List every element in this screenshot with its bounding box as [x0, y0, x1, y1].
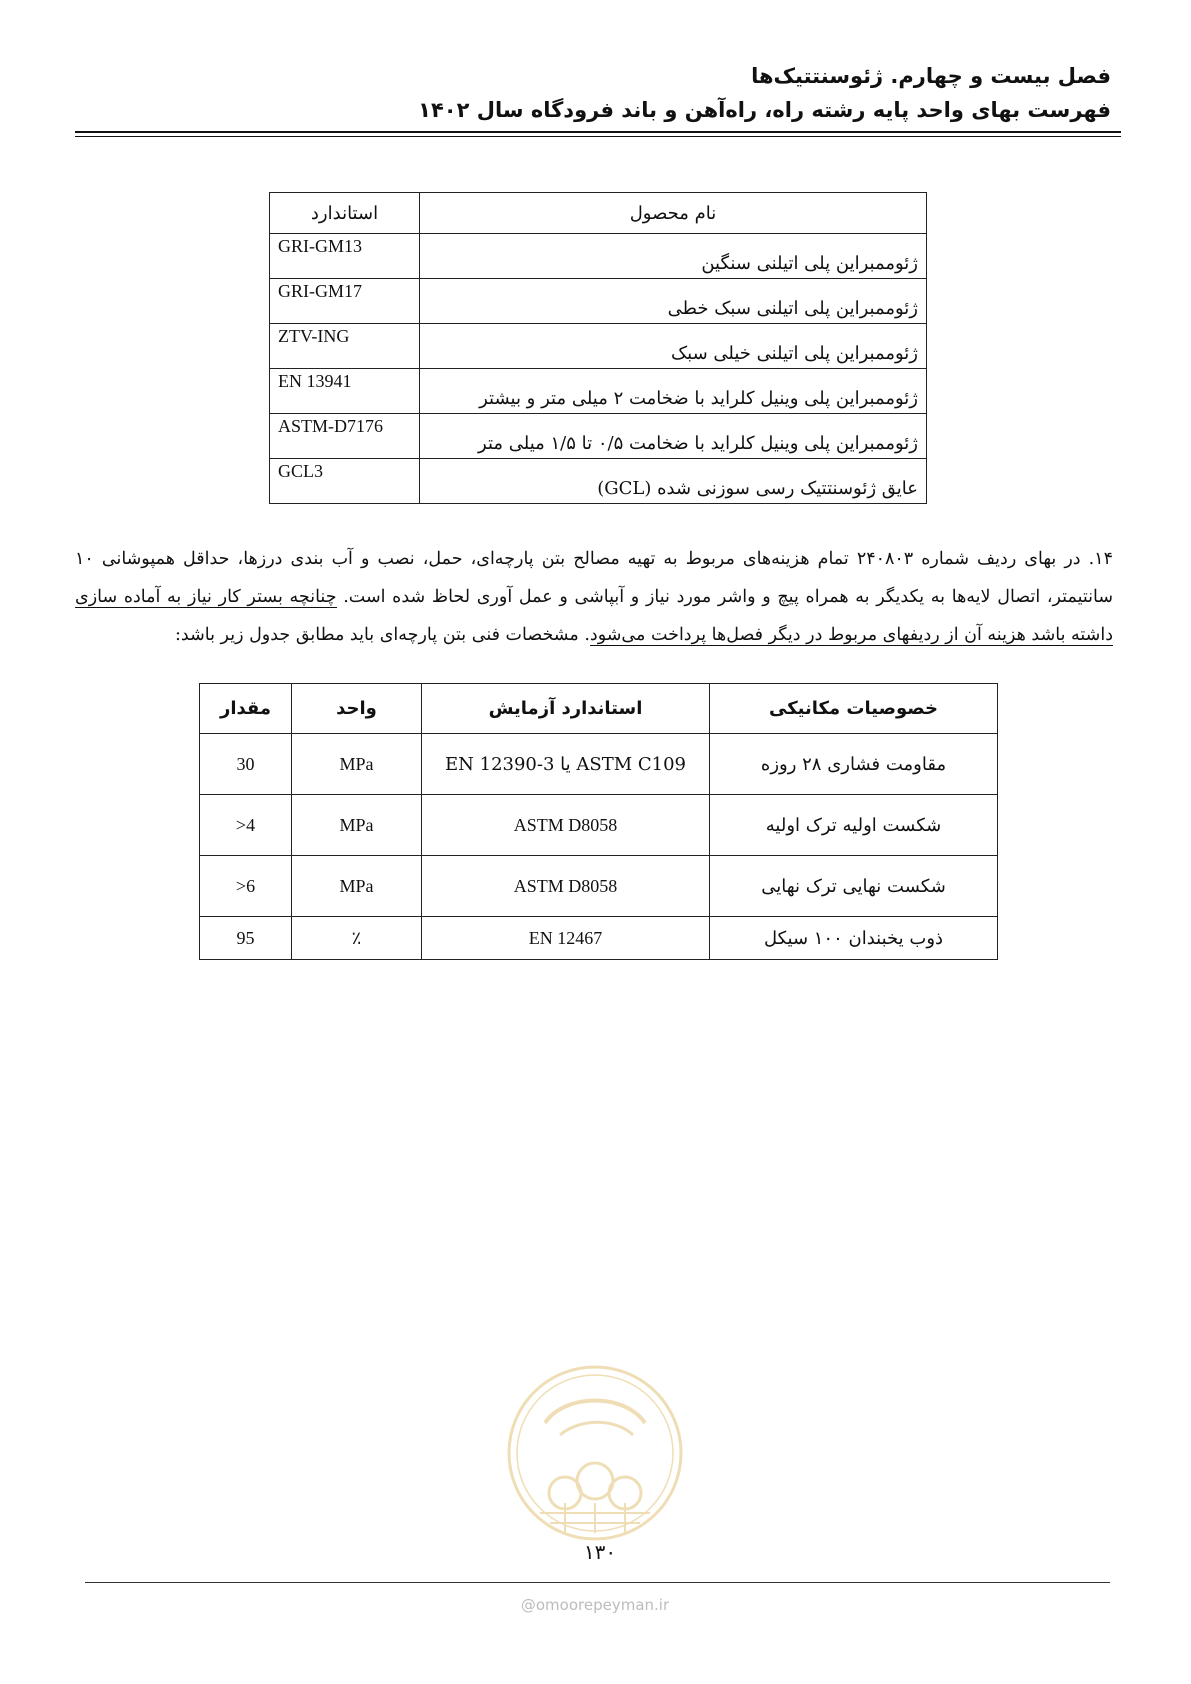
test-standard-cell: ASTM C109 یا EN 12390-3	[422, 734, 710, 795]
product-name-cell: ژئوممبراین پلی وینیل کلراید با ضخامت ۲ میلی متر و بیشتر	[420, 369, 927, 414]
column-header-product-name: نام محصول	[420, 193, 927, 234]
table-row	[270, 414, 927, 459]
table-row	[270, 324, 927, 369]
value-cell: 30	[200, 734, 292, 795]
table-row	[200, 734, 998, 795]
price-list-title: فهرست بهای واحد پایه رشته راه، راه‌آهن و باند فرودگاه سال ۱۴۰۲	[418, 98, 1111, 122]
value-cell: >4	[200, 795, 292, 856]
test-standard-cell: EN 12467	[422, 917, 710, 960]
product-name-cell: ژئوممبراین پلی وینیل کلراید با ضخامت ۰/۵ تا ۱/۵ میلی متر	[420, 414, 927, 459]
table-row	[270, 279, 927, 324]
clause-14-paragraph	[75, 540, 1113, 654]
property-cell: شکست اولیه ترک اولیه	[710, 795, 998, 856]
standard-cell: ZTV-ING	[270, 324, 420, 369]
table-row	[270, 459, 927, 504]
table-row	[270, 234, 927, 279]
unit-cell: ٪	[292, 917, 422, 960]
column-header-unit: واحد	[292, 684, 422, 734]
table-header-row	[200, 684, 998, 734]
mechanical-properties-table	[199, 683, 998, 960]
watermark-seal-icon	[505, 1363, 685, 1543]
standard-cell: GCL3	[270, 459, 420, 504]
standard-cell: GRI-GM17	[270, 279, 420, 324]
watermark-website: @omoorepeyman.ir	[520, 1596, 670, 1614]
value-cell: >6	[200, 856, 292, 917]
product-name-cell: ژئوممبراین پلی اتیلنی سبک خطی	[420, 279, 927, 324]
table-row	[270, 369, 927, 414]
page-number: ۱۳۰	[583, 1540, 617, 1564]
table-header-row	[270, 193, 927, 234]
standard-cell: EN 13941	[270, 369, 420, 414]
paragraph-text-start: ۱۴. در بهای ردیف شماره ۲۴۰۸۰۳ تمام هزینه‌های مربوط به تهیه مصالح بتن پارچه‌ای، حمل، نصب و آب بندی درزها، حداقل همپوشانی ۱۰ سانتیمتر، اتصال لایه‌ها به یکدیگر به همراه پیچ و واشر مورد نیاز و آبپاشی و عمل آوری لحاظ شده است.	[75, 548, 1114, 607]
page-header	[71, 60, 1111, 126]
chapter-title: فصل بیست و چهارم. ژئوسنتتیک‌ها	[751, 64, 1111, 88]
table-row	[200, 795, 998, 856]
test-standard-cell: ASTM D8058	[422, 856, 710, 917]
unit-cell: MPa	[292, 856, 422, 917]
test-standard-cell: ASTM D8058	[422, 795, 710, 856]
table-row	[200, 917, 998, 960]
property-cell: ذوب یخبندان ۱۰۰ سیکل	[710, 917, 998, 960]
value-cell: 95	[200, 917, 292, 960]
product-name-cell: عایق ژئوسنتتیک رسی سوزنی شده (GCL)	[420, 459, 927, 504]
products-standards-table	[269, 192, 927, 504]
column-header-value: مقدار	[200, 684, 292, 734]
header-rule-thick	[75, 131, 1121, 133]
header-rule-thin	[75, 136, 1121, 137]
unit-cell: MPa	[292, 734, 422, 795]
unit-cell: MPa	[292, 795, 422, 856]
paragraph-underlined-text: چنانچه بستر کار نیاز به آماده سازی داشته باشد هزینه آن از ردیفهای مربوط در دیگر فصل‌ها پرداخت می‌شود	[75, 586, 1113, 645]
paragraph-text-end: . مشخصات فنی بتن پارچه‌ای باید مطابق جدول زیر باشد:	[175, 624, 590, 645]
column-header-property: خصوصیات مکانیکی	[710, 684, 998, 734]
property-cell: مقاومت فشاری ۲۸ روزه	[710, 734, 998, 795]
property-cell: شکست نهایی ترک نهایی	[710, 856, 998, 917]
product-name-cell: ژئوممبراین پلی اتیلنی سنگین	[420, 234, 927, 279]
footer-rule	[85, 1582, 1110, 1583]
column-header-test-standard: استاندارد آزمایش	[422, 684, 710, 734]
table-row	[200, 856, 998, 917]
column-header-standard: استاندارد	[270, 193, 420, 234]
standard-cell: GRI-GM13	[270, 234, 420, 279]
standard-cell: ASTM-D7176	[270, 414, 420, 459]
product-name-cell: ژئوممبراین پلی اتیلنی خیلی سبک	[420, 324, 927, 369]
